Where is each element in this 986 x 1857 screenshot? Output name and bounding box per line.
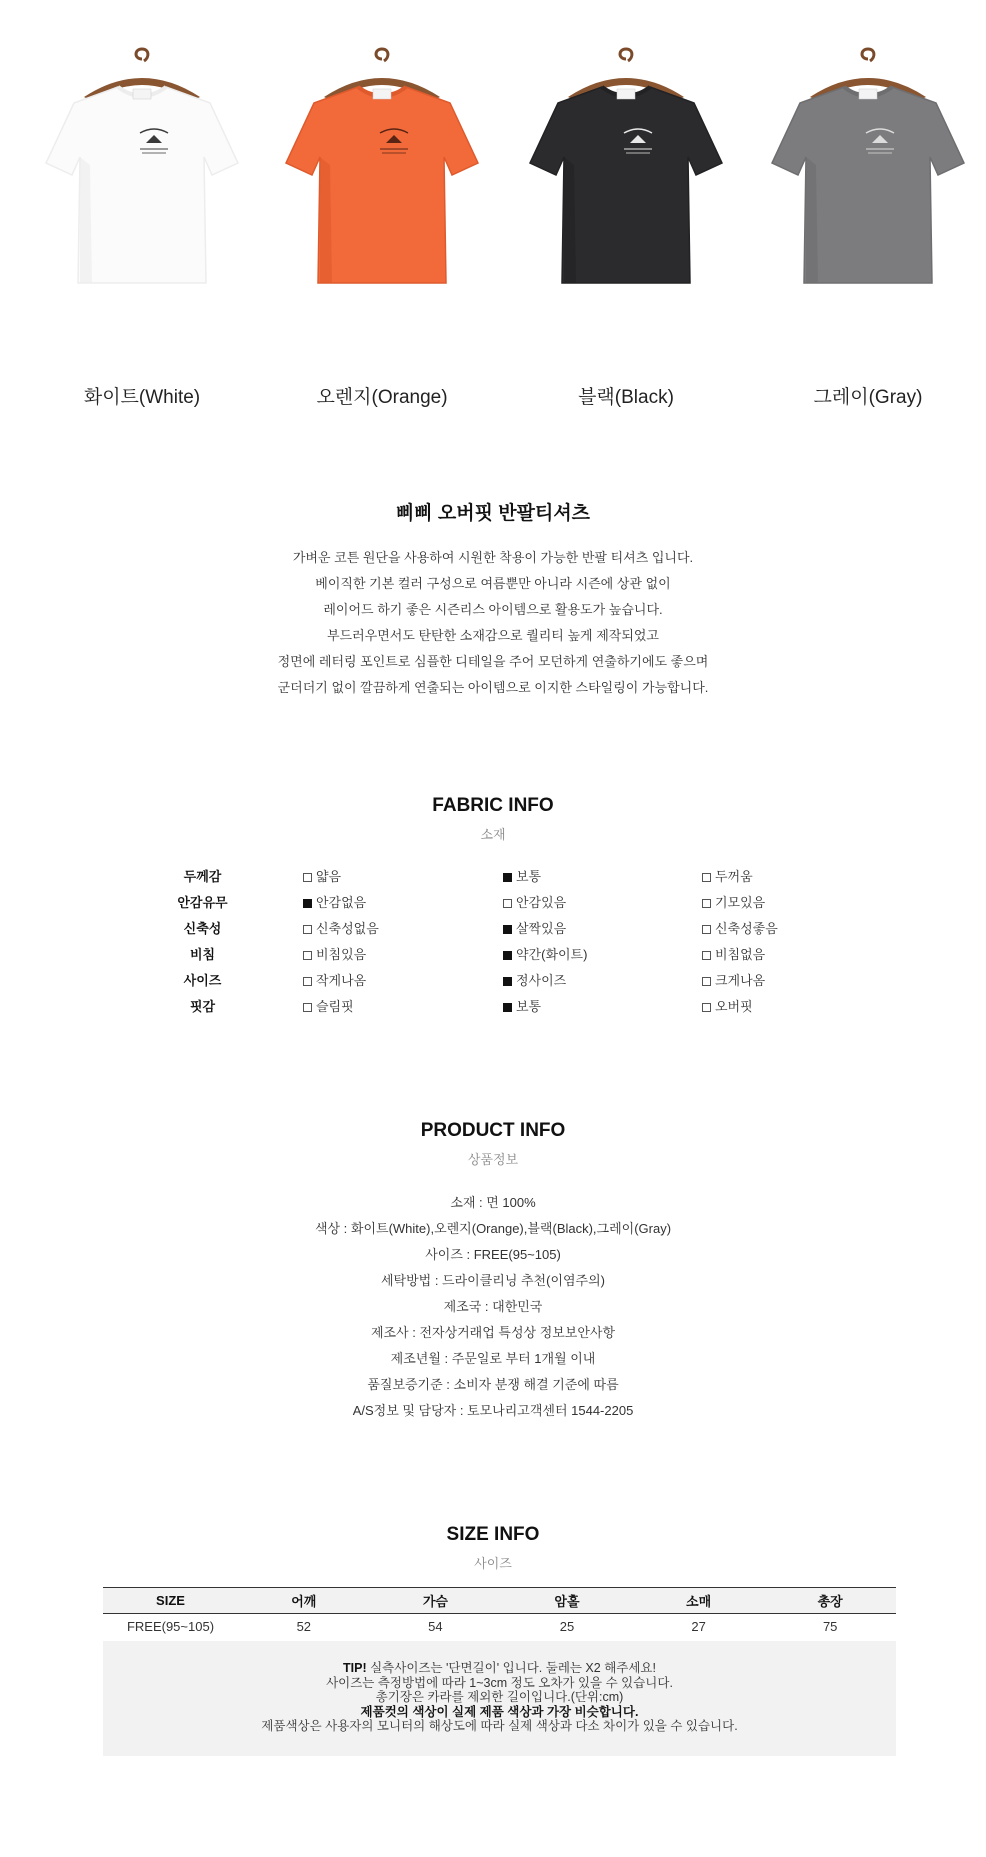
- fabric-option: 비침없음: [702, 944, 765, 963]
- fabric-row-stretch: [140, 918, 860, 944]
- tshirt-gray-image: [748, 45, 986, 345]
- product-info-list: [0, 1190, 986, 1424]
- fabric-row-thickness: [140, 866, 860, 892]
- checkbox-icon: [503, 899, 512, 908]
- fabric-option: 보통: [503, 996, 541, 1015]
- fabric-label: 핏감: [189, 999, 216, 1014]
- color-variants: [0, 0, 986, 420]
- hanger-hook-icon: [620, 49, 632, 61]
- table-cell: 52: [296, 1619, 312, 1635]
- fabric-option: 작게나옴: [303, 970, 366, 989]
- size-table-header: [103, 1588, 896, 1614]
- checkbox-checked-icon: [503, 925, 512, 934]
- table-cell: 75: [822, 1619, 838, 1635]
- product-info-title: PRODUCT INFO: [420, 1120, 566, 1141]
- checkbox-icon: [303, 925, 312, 934]
- product-info-line: 사이즈 : FREE(95~105): [425, 1247, 561, 1262]
- product-title: 삐삐 오버핏 반팔티셔츠: [395, 503, 591, 524]
- table-cell: 25: [559, 1619, 575, 1635]
- column-header: 소매: [633, 1588, 765, 1614]
- fabric-row-lining: [140, 892, 860, 918]
- product-info-line: 제조사 : 전자상거래업 특성상 정보보안사항: [370, 1325, 616, 1340]
- description-line: 군더더기 없이 깔끔하게 연출되는 아이템으로 이지한 스타일링이 가능합니다.: [277, 680, 709, 695]
- checkbox-checked-icon: [303, 899, 312, 908]
- table-cell: 27: [691, 1619, 706, 1635]
- product-image-gray[interactable]: [748, 45, 986, 408]
- fabric-info-title: FABRIC INFO: [432, 795, 554, 816]
- checkbox-checked-icon: [503, 951, 512, 960]
- fabric-option: 얇음: [303, 866, 341, 885]
- fabric-option: 약간(화이트): [503, 944, 587, 963]
- fabric-option: 신축성없음: [303, 918, 379, 937]
- color-label-black: 블랙(Black): [578, 387, 674, 408]
- fabric-option: 오버핏: [702, 996, 753, 1015]
- tip-line: 총기장은 카라를 제외한 길이입니다.(단위:cm): [375, 1690, 624, 1704]
- fabric-option: 정사이즈: [503, 970, 566, 989]
- color-label-gray: 그레이(Gray): [813, 387, 923, 408]
- hanger-hook-icon: [862, 49, 874, 61]
- fabric-label: 비침: [189, 947, 216, 962]
- product-info-line: 세탁방법 : 드라이클리닝 추천(이염주의): [380, 1273, 606, 1288]
- neck-label-icon: [133, 89, 151, 99]
- product-info-subtitle: 상품정보: [467, 1152, 519, 1167]
- column-header: 총장: [764, 1588, 896, 1614]
- product-info-line: 제조국 : 대한민국: [443, 1299, 543, 1314]
- checkbox-icon: [702, 873, 711, 882]
- size-table: [103, 1587, 896, 1640]
- tshirt-white-image: [22, 45, 262, 345]
- tshirt-body: [772, 87, 964, 283]
- table-cell: 54: [428, 1619, 443, 1635]
- fabric-option: 안감없음: [303, 892, 366, 911]
- product-info-line: 소재 : 면 100%: [450, 1195, 536, 1210]
- column-header: 어깨: [238, 1588, 370, 1614]
- tshirt-body: [530, 87, 722, 283]
- fabric-option: 기모있음: [702, 892, 765, 911]
- fabric-row-fit: [140, 996, 860, 1022]
- checkbox-checked-icon: [503, 977, 512, 986]
- fabric-label: 사이즈: [183, 973, 222, 988]
- product-image-black[interactable]: [506, 45, 746, 408]
- tshirt-black-image: [506, 45, 746, 345]
- checkbox-icon: [702, 951, 711, 960]
- fabric-option: 안감있음: [503, 892, 566, 911]
- column-header: 암홀: [501, 1588, 633, 1614]
- size-tip-box: [103, 1641, 896, 1756]
- fabric-option: 신축성좋음: [702, 918, 778, 937]
- description-line: 레이어드 하기 좋은 시즌리스 아이템으로 활용도가 높습니다.: [323, 602, 663, 617]
- fabric-info-grid: [140, 866, 860, 1022]
- column-header: 가슴: [370, 1588, 502, 1614]
- fabric-label: 안감유무: [177, 895, 228, 910]
- description-line: 가벼운 코튼 원단을 사용하여 시원한 착용이 가능한 반팔 티셔츠 입니다.: [292, 550, 694, 565]
- checkbox-icon: [303, 873, 312, 882]
- tip-prefix: TIP!: [343, 1661, 367, 1675]
- fabric-option: 살짝있음: [503, 918, 566, 937]
- color-label-white: 화이트(White): [83, 387, 201, 408]
- color-label-orange: 오렌지(Orange): [316, 387, 448, 408]
- size-info-title: SIZE INFO: [446, 1524, 540, 1545]
- fabric-row-size: [140, 970, 860, 996]
- checkbox-icon: [702, 899, 711, 908]
- column-header: SIZE: [103, 1588, 238, 1614]
- product-image-orange[interactable]: [262, 45, 502, 408]
- product-image-white[interactable]: [22, 45, 262, 408]
- checkbox-icon: [702, 1003, 711, 1012]
- fabric-label: 두께감: [183, 869, 222, 884]
- fabric-option: 슬림핏: [303, 996, 354, 1015]
- fabric-option: 크게나옴: [702, 970, 765, 989]
- checkbox-icon: [702, 925, 711, 934]
- tip-line: 제품컷의 색상이 실제 제품 색상과 가장 비슷합니다.: [360, 1704, 639, 1719]
- product-info-line: 품질보증기준 : 소비자 분쟁 해결 기준에 따름: [367, 1377, 619, 1392]
- product-info-line: A/S정보 및 담당자 : 토모나리고객센터 1544-2205: [352, 1403, 634, 1418]
- description-line: 정면에 레터링 포인트로 심플한 디테일을 주어 모던하게 연출하기에도 좋으며: [277, 654, 709, 669]
- neck-label-icon: [617, 89, 635, 99]
- product-info-line: 색상 : 화이트(White),오렌지(Orange),블랙(Black),그레이(Gray): [314, 1221, 672, 1236]
- hanger-hook-icon: [376, 49, 388, 61]
- checkbox-icon: [303, 977, 312, 986]
- fabric-label: 신축성: [183, 921, 222, 936]
- tshirt-body: [286, 87, 478, 283]
- tip-line: 사이즈는 측정방법에 따라 1~3cm 정도 오차가 있을 수 있습니다.: [326, 1675, 673, 1690]
- neck-label-icon: [373, 89, 391, 99]
- size-info-subtitle: 사이즈: [474, 1556, 512, 1571]
- checkbox-icon: [702, 977, 711, 986]
- product-description: [0, 545, 986, 701]
- fabric-option: 보통: [503, 866, 541, 885]
- checkbox-icon: [303, 1003, 312, 1012]
- fabric-info-subtitle: 소재: [480, 827, 506, 842]
- fabric-row-sheerness: [140, 944, 860, 970]
- description-line: 베이직한 기본 컬러 구성으로 여름뿐만 아니라 시즌에 상관 없이: [315, 576, 671, 591]
- tip-line: TIP! 실측사이즈는 '단면길이' 입니다. 둘레는 X2 해주세요!: [343, 1661, 656, 1675]
- checkbox-checked-icon: [503, 873, 512, 882]
- checkbox-icon: [303, 951, 312, 960]
- tshirt-body: [46, 87, 238, 283]
- table-row: [103, 1614, 896, 1640]
- neck-label-icon: [859, 89, 877, 99]
- tshirt-orange-image: [262, 45, 502, 345]
- hanger-hook-icon: [136, 49, 148, 61]
- description-line: 부드러우면서도 탄탄한 소재감으로 퀄리티 높게 제작되었고: [326, 628, 659, 643]
- fabric-option: 두꺼움: [702, 866, 753, 885]
- tip-line: 제품색상은 사용자의 모니터의 해상도에 따라 실제 색상과 다소 차이가 있을 수 있습니다.: [261, 1719, 738, 1733]
- product-info-line: 제조년월 : 주문일로 부터 1개월 이내: [390, 1351, 596, 1366]
- checkbox-checked-icon: [503, 1003, 512, 1012]
- table-cell: FREE(95~105): [126, 1619, 215, 1635]
- fabric-option: 비침있음: [303, 944, 366, 963]
